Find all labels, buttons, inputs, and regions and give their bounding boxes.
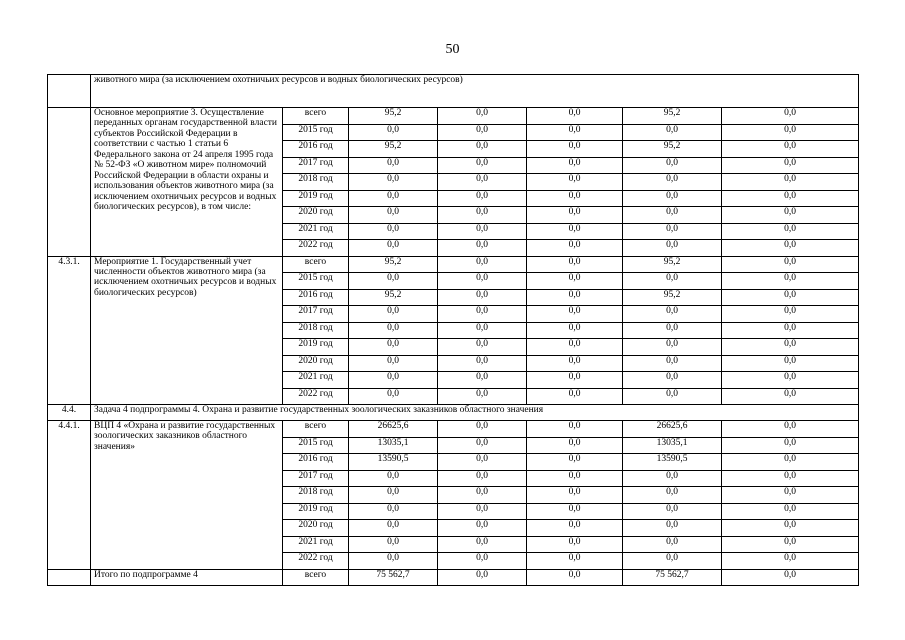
task-code: 4.4. bbox=[48, 405, 91, 421]
value-cell: 0,0 bbox=[438, 108, 527, 125]
value-cell: 0,0 bbox=[438, 339, 527, 356]
value-cell: 0,0 bbox=[349, 240, 438, 257]
value-cell: 0,0 bbox=[527, 454, 623, 471]
value-cell: 0,0 bbox=[623, 124, 722, 141]
total-value-cell: 75 562,7 bbox=[623, 569, 722, 585]
year-cell: всего bbox=[283, 108, 349, 125]
value-cell: 0,0 bbox=[623, 273, 722, 290]
value-cell: 0,0 bbox=[349, 372, 438, 389]
value-cell: 0,0 bbox=[527, 536, 623, 553]
value-cell: 0,0 bbox=[527, 437, 623, 454]
row-code-cell bbox=[48, 569, 91, 585]
value-cell: 95,2 bbox=[623, 256, 722, 273]
value-cell: 0,0 bbox=[438, 388, 527, 405]
value-cell: 0,0 bbox=[722, 437, 859, 454]
total-label: Итого по подпрограмме 4 bbox=[91, 569, 283, 585]
value-cell: 0,0 bbox=[438, 240, 527, 257]
value-cell: 0,0 bbox=[438, 223, 527, 240]
value-cell: 0,0 bbox=[527, 141, 623, 158]
value-cell: 0,0 bbox=[722, 520, 859, 537]
total-year: всего bbox=[283, 569, 349, 585]
year-cell: 2022 год bbox=[283, 240, 349, 257]
value-cell: 0,0 bbox=[623, 503, 722, 520]
total-value-cell: 0,0 bbox=[527, 569, 623, 585]
value-cell: 95,2 bbox=[623, 289, 722, 306]
value-cell: 0,0 bbox=[438, 141, 527, 158]
value-cell: 0,0 bbox=[527, 388, 623, 405]
total-value-cell: 0,0 bbox=[722, 569, 859, 585]
value-cell: 13590,5 bbox=[623, 454, 722, 471]
value-cell: 0,0 bbox=[527, 124, 623, 141]
value-cell: 0,0 bbox=[438, 372, 527, 389]
year-cell: 2020 год bbox=[283, 355, 349, 372]
value-cell: 0,0 bbox=[438, 421, 527, 438]
year-cell: 2021 год bbox=[283, 223, 349, 240]
value-cell: 0,0 bbox=[722, 157, 859, 174]
year-cell: 2019 год bbox=[283, 190, 349, 207]
value-cell: 0,0 bbox=[438, 536, 527, 553]
value-cell: 0,0 bbox=[349, 487, 438, 504]
value-cell: 0,0 bbox=[623, 372, 722, 389]
year-cell: 2018 год bbox=[283, 322, 349, 339]
year-cell: 2018 год bbox=[283, 487, 349, 504]
value-cell: 0,0 bbox=[623, 355, 722, 372]
year-cell: 2015 год bbox=[283, 437, 349, 454]
total-row bbox=[48, 569, 859, 585]
value-cell: 0,0 bbox=[722, 322, 859, 339]
value-cell: 0,0 bbox=[349, 355, 438, 372]
value-cell: 0,0 bbox=[349, 124, 438, 141]
value-cell: 0,0 bbox=[722, 240, 859, 257]
value-cell: 0,0 bbox=[349, 470, 438, 487]
value-cell: 0,0 bbox=[722, 273, 859, 290]
budget-table bbox=[47, 74, 859, 586]
value-cell: 0,0 bbox=[438, 487, 527, 504]
task-text: Задача 4 подпрограммы 4. Охрана и развитие государственных зоологических заказников областного значения bbox=[91, 405, 859, 421]
value-cell: 0,0 bbox=[623, 339, 722, 356]
value-cell: 0,0 bbox=[623, 388, 722, 405]
value-cell: 0,0 bbox=[349, 157, 438, 174]
year-cell: 2015 год bbox=[283, 124, 349, 141]
total-value-cell: 75 562,7 bbox=[349, 569, 438, 585]
value-cell: 0,0 bbox=[527, 190, 623, 207]
value-cell: 13035,1 bbox=[623, 437, 722, 454]
year-cell: 2017 год bbox=[283, 306, 349, 323]
value-cell: 0,0 bbox=[527, 421, 623, 438]
value-cell: 0,0 bbox=[349, 553, 438, 570]
value-cell: 13035,1 bbox=[349, 437, 438, 454]
value-cell: 0,0 bbox=[722, 141, 859, 158]
value-cell: 0,0 bbox=[527, 157, 623, 174]
value-cell: 0,0 bbox=[349, 339, 438, 356]
value-cell: 0,0 bbox=[722, 256, 859, 273]
value-cell: 0,0 bbox=[623, 207, 722, 224]
year-cell: 2019 год bbox=[283, 503, 349, 520]
value-cell: 0,0 bbox=[438, 289, 527, 306]
value-cell: 0,0 bbox=[349, 223, 438, 240]
value-cell: 0,0 bbox=[722, 421, 859, 438]
value-cell: 0,0 bbox=[438, 157, 527, 174]
year-cell: 2020 год bbox=[283, 520, 349, 537]
value-cell: 0,0 bbox=[623, 553, 722, 570]
value-cell: 95,2 bbox=[349, 108, 438, 125]
value-cell: 0,0 bbox=[623, 240, 722, 257]
value-cell: 26625,6 bbox=[349, 421, 438, 438]
row-code bbox=[48, 108, 91, 257]
value-cell: 0,0 bbox=[438, 355, 527, 372]
row-code-cell bbox=[48, 75, 91, 108]
value-cell: 0,0 bbox=[722, 487, 859, 504]
value-cell: 0,0 bbox=[722, 124, 859, 141]
value-cell: 0,0 bbox=[623, 157, 722, 174]
value-cell: 0,0 bbox=[623, 487, 722, 504]
value-cell: 0,0 bbox=[527, 223, 623, 240]
value-cell: 0,0 bbox=[722, 339, 859, 356]
value-cell: 0,0 bbox=[527, 372, 623, 389]
value-cell: 0,0 bbox=[438, 273, 527, 290]
value-cell: 0,0 bbox=[623, 223, 722, 240]
value-cell: 0,0 bbox=[527, 487, 623, 504]
value-cell: 0,0 bbox=[438, 322, 527, 339]
value-cell: 0,0 bbox=[722, 108, 859, 125]
value-cell: 0,0 bbox=[722, 454, 859, 471]
row-description: Мероприятие 1. Государственный учет численности объектов животного мира (за исключением охотничьих ресурсов и водных биологических ресурсов) bbox=[91, 256, 283, 405]
value-cell: 0,0 bbox=[527, 503, 623, 520]
table-body bbox=[48, 75, 859, 586]
year-cell: всего bbox=[283, 256, 349, 273]
value-cell: 0,0 bbox=[527, 108, 623, 125]
value-cell: 95,2 bbox=[349, 289, 438, 306]
value-cell: 0,0 bbox=[527, 553, 623, 570]
year-cell: 2018 год bbox=[283, 174, 349, 191]
value-cell: 0,0 bbox=[527, 289, 623, 306]
value-cell: 0,0 bbox=[527, 240, 623, 257]
row-code: 4.3.1. bbox=[48, 256, 91, 405]
value-cell: 0,0 bbox=[527, 256, 623, 273]
value-cell: 0,0 bbox=[623, 470, 722, 487]
value-cell: 0,0 bbox=[527, 322, 623, 339]
value-cell: 0,0 bbox=[438, 520, 527, 537]
value-cell: 0,0 bbox=[349, 207, 438, 224]
value-cell: 0,0 bbox=[722, 372, 859, 389]
table-row bbox=[48, 75, 859, 108]
value-cell: 0,0 bbox=[527, 520, 623, 537]
page-number: 50 bbox=[445, 42, 460, 57]
value-cell: 0,0 bbox=[722, 207, 859, 224]
value-cell: 0,0 bbox=[349, 174, 438, 191]
year-cell: 2017 год bbox=[283, 470, 349, 487]
value-cell: 95,2 bbox=[349, 256, 438, 273]
value-cell: 0,0 bbox=[527, 273, 623, 290]
year-cell: 2017 год bbox=[283, 157, 349, 174]
value-cell: 0,0 bbox=[623, 174, 722, 191]
value-cell: 0,0 bbox=[722, 223, 859, 240]
value-cell: 0,0 bbox=[623, 322, 722, 339]
year-cell: 2015 год bbox=[283, 273, 349, 290]
value-cell: 0,0 bbox=[623, 536, 722, 553]
value-cell: 0,0 bbox=[722, 174, 859, 191]
value-cell: 0,0 bbox=[438, 503, 527, 520]
value-cell: 0,0 bbox=[527, 174, 623, 191]
year-cell: 2019 год bbox=[283, 339, 349, 356]
value-cell: 95,2 bbox=[623, 108, 722, 125]
row-code: 4.4.1. bbox=[48, 421, 91, 570]
value-cell: 0,0 bbox=[438, 454, 527, 471]
value-cell: 0,0 bbox=[349, 503, 438, 520]
year-cell: 2022 год bbox=[283, 388, 349, 405]
value-cell: 0,0 bbox=[722, 470, 859, 487]
table-row bbox=[48, 256, 859, 273]
year-cell: 2016 год bbox=[283, 454, 349, 471]
value-cell: 0,0 bbox=[438, 470, 527, 487]
row-description: Основное мероприятие 3. Осуществление переданных органам государственной власти субъектов Российской Федерации в соответствии с частью 1 статьи 6 Федерального закона от 24 апреля 1995 года № 52-ФЗ «О животном мире» полномочий Российской Федерации в области охраны и использования объектов животного мира (за исключением охотничьих ресурсов и водных биологических ресурсов), в том числе: bbox=[91, 108, 283, 257]
year-cell: 2016 год bbox=[283, 141, 349, 158]
value-cell: 0,0 bbox=[722, 503, 859, 520]
value-cell: 0,0 bbox=[722, 355, 859, 372]
year-cell: 2020 год bbox=[283, 207, 349, 224]
value-cell: 0,0 bbox=[349, 273, 438, 290]
value-cell: 0,0 bbox=[349, 306, 438, 323]
value-cell: 0,0 bbox=[349, 536, 438, 553]
value-cell: 0,0 bbox=[722, 536, 859, 553]
table-row bbox=[48, 405, 859, 421]
year-cell: 2021 год bbox=[283, 536, 349, 553]
value-cell: 0,0 bbox=[722, 306, 859, 323]
value-cell: 26625,6 bbox=[623, 421, 722, 438]
value-cell: 0,0 bbox=[527, 470, 623, 487]
value-cell: 0,0 bbox=[438, 190, 527, 207]
year-cell: 2016 год bbox=[283, 289, 349, 306]
value-cell: 13590,5 bbox=[349, 454, 438, 471]
year-cell: всего bbox=[283, 421, 349, 438]
value-cell: 0,0 bbox=[438, 256, 527, 273]
value-cell: 0,0 bbox=[438, 174, 527, 191]
value-cell: 0,0 bbox=[623, 306, 722, 323]
value-cell: 0,0 bbox=[527, 207, 623, 224]
value-cell: 0,0 bbox=[438, 306, 527, 323]
value-cell: 0,0 bbox=[527, 355, 623, 372]
value-cell: 0,0 bbox=[722, 388, 859, 405]
year-cell: 2022 год bbox=[283, 553, 349, 570]
value-cell: 0,0 bbox=[722, 289, 859, 306]
total-value-cell: 0,0 bbox=[438, 569, 527, 585]
value-cell: 95,2 bbox=[623, 141, 722, 158]
value-cell: 0,0 bbox=[623, 520, 722, 537]
value-cell: 0,0 bbox=[527, 339, 623, 356]
value-cell: 0,0 bbox=[722, 553, 859, 570]
value-cell: 0,0 bbox=[349, 520, 438, 537]
value-cell: 0,0 bbox=[527, 306, 623, 323]
value-cell: 0,0 bbox=[349, 190, 438, 207]
value-cell: 0,0 bbox=[349, 388, 438, 405]
value-cell: 0,0 bbox=[438, 553, 527, 570]
table-row bbox=[48, 421, 859, 438]
value-cell: 0,0 bbox=[438, 124, 527, 141]
value-cell: 0,0 bbox=[349, 322, 438, 339]
continuation-text: животного мира (за исключением охотничьих ресурсов и водных биологических ресурсов) bbox=[91, 75, 859, 108]
row-description: ВЦП 4 «Охрана и развитие государственных зоологических заказников областного значения» bbox=[91, 421, 283, 570]
table-row bbox=[48, 108, 859, 125]
value-cell: 0,0 bbox=[438, 207, 527, 224]
value-cell: 0,0 bbox=[722, 190, 859, 207]
value-cell: 95,2 bbox=[349, 141, 438, 158]
year-cell: 2021 год bbox=[283, 372, 349, 389]
value-cell: 0,0 bbox=[623, 190, 722, 207]
value-cell: 0,0 bbox=[438, 437, 527, 454]
